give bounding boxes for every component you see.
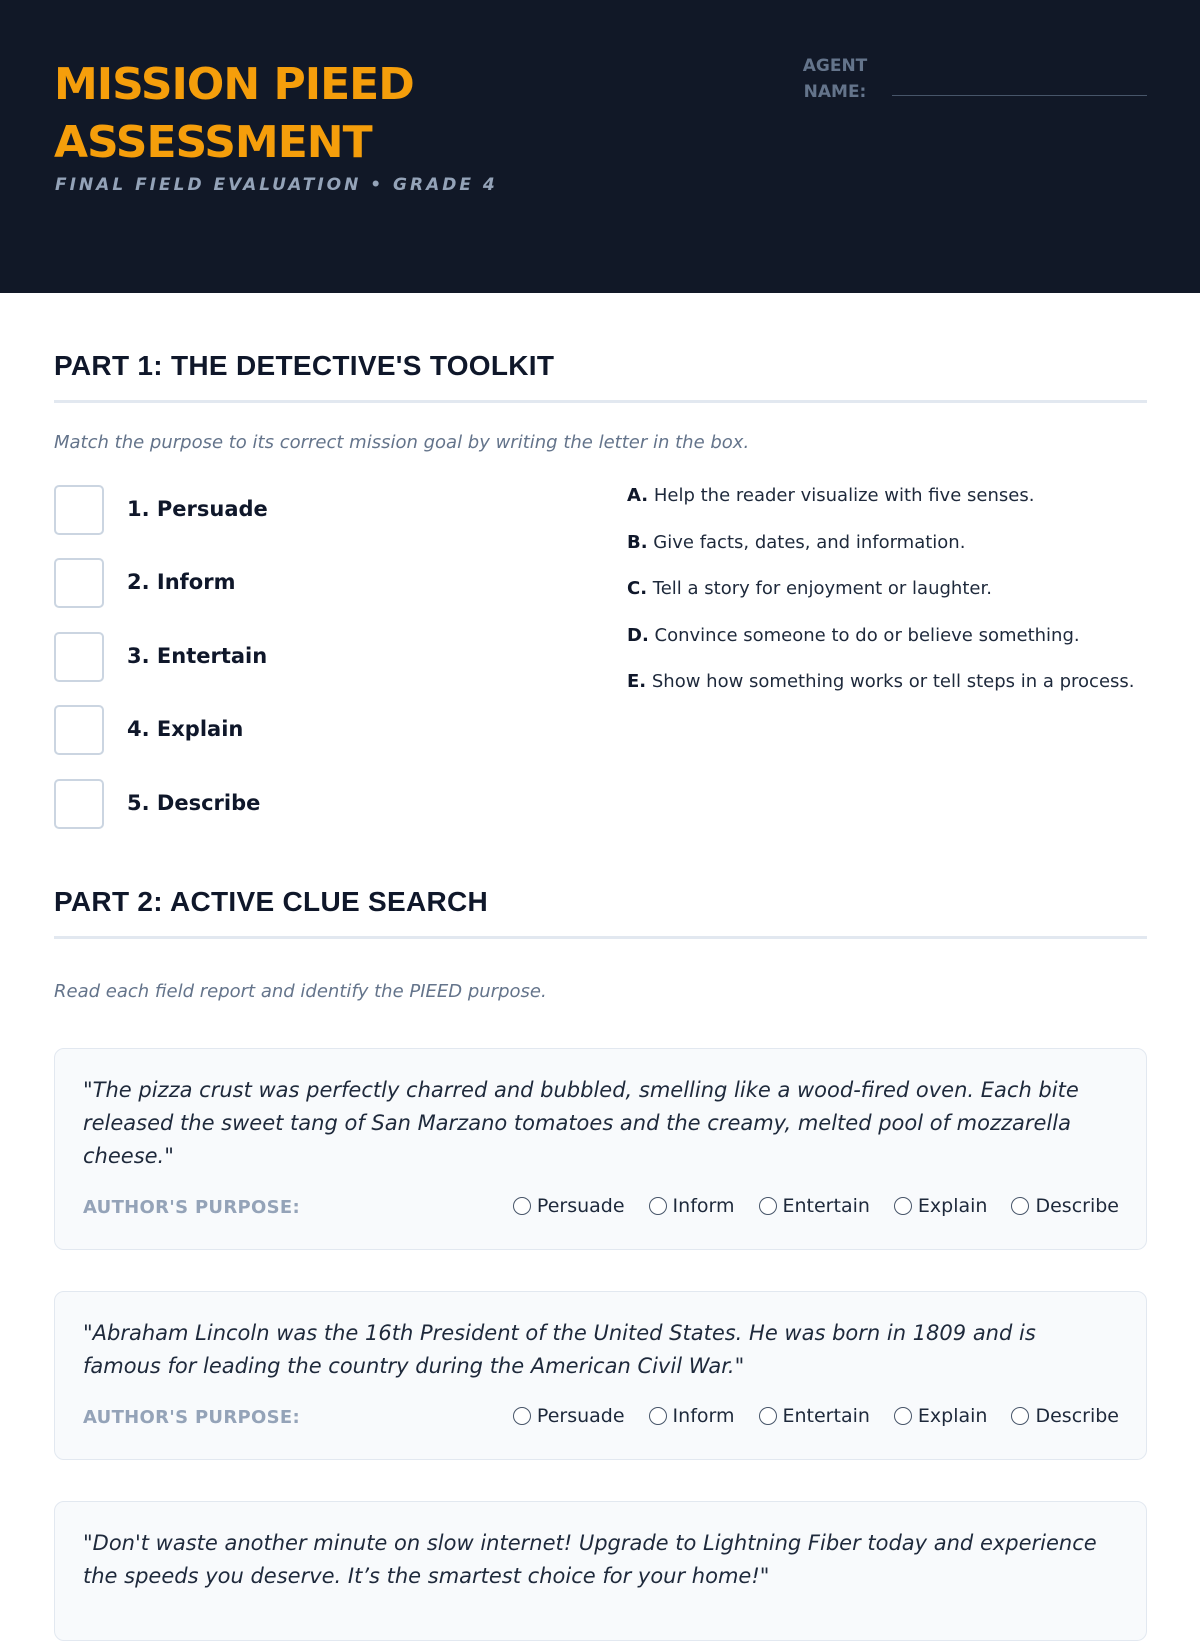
option-label: Inform xyxy=(672,1195,735,1217)
page-title xyxy=(54,56,414,172)
title-line-2: ASSESSMENT xyxy=(54,117,372,168)
answer-box-4[interactable] xyxy=(54,705,104,755)
option-explain[interactable] xyxy=(894,1195,988,1217)
goal-text: Give facts, dates, and information. xyxy=(653,532,966,553)
page-subtitle: FINAL FIELD EVALUATION • GRADE 4 xyxy=(55,175,498,195)
option-inform[interactable] xyxy=(649,1405,735,1427)
option-explain[interactable] xyxy=(894,1405,988,1427)
title-line-1: MISSION PIEED xyxy=(54,59,414,110)
agent-name-label xyxy=(790,53,880,105)
match-term-persuade: 1. Persuade xyxy=(127,497,268,521)
option-persuade[interactable] xyxy=(513,1195,625,1217)
header-banner xyxy=(0,0,1200,293)
purpose-options xyxy=(513,1405,1119,1427)
goal-letter: C. xyxy=(627,578,648,599)
goal-a xyxy=(627,485,1034,506)
goal-d xyxy=(627,625,1080,646)
radio-button[interactable] xyxy=(513,1407,531,1425)
radio-button[interactable] xyxy=(894,1197,912,1215)
field-report-card-3 xyxy=(54,1501,1147,1641)
radio-button[interactable] xyxy=(894,1407,912,1425)
goal-text: Convince someone to do or believe something. xyxy=(654,625,1080,646)
option-inform[interactable] xyxy=(649,1195,735,1217)
radio-button[interactable] xyxy=(649,1197,667,1215)
part2-title: PART 2: ACTIVE CLUE SEARCH xyxy=(54,886,489,917)
purpose-options xyxy=(513,1195,1119,1217)
option-entertain[interactable] xyxy=(759,1195,870,1217)
option-entertain[interactable] xyxy=(759,1405,870,1427)
match-term-explain: 4. Explain xyxy=(127,717,244,741)
goal-letter: E. xyxy=(627,671,647,692)
part1-instruction: Match the purpose to its correct mission goal by writing the letter in the box. xyxy=(54,432,750,453)
goal-e xyxy=(627,671,1135,692)
goal-text: Show how something works or tell steps in a process. xyxy=(651,671,1135,692)
field-report-text: "Don't waste another minute on slow internet! Upgrade to Lightning Fiber today and experience the speeds you deserve. It’s the smartest choice for your home!" xyxy=(83,1531,1097,1588)
option-label: Explain xyxy=(917,1195,988,1217)
radio-button[interactable] xyxy=(513,1197,531,1215)
radio-button[interactable] xyxy=(759,1407,777,1425)
option-label: Entertain xyxy=(782,1195,870,1217)
option-describe[interactable] xyxy=(1011,1195,1119,1217)
goal-c xyxy=(627,578,992,599)
option-label: Explain xyxy=(917,1405,988,1427)
radio-button[interactable] xyxy=(759,1197,777,1215)
answer-box-3[interactable] xyxy=(54,632,104,682)
match-term-describe: 5. Describe xyxy=(127,791,261,815)
answer-box-5[interactable] xyxy=(54,779,104,829)
goal-letter: B. xyxy=(627,532,648,553)
field-report-card-1 xyxy=(54,1048,1147,1250)
option-label: Persuade xyxy=(536,1405,625,1427)
purpose-label: AUTHOR'S PURPOSE: xyxy=(83,1197,300,1218)
field-report-text: "Abraham Lincoln was the 16th President of the United States. He was born in 1809 and is famous for leading the country during the American Civil War." xyxy=(83,1321,1036,1378)
part1-divider xyxy=(54,400,1147,403)
option-label: Entertain xyxy=(782,1405,870,1427)
option-label: Describe xyxy=(1035,1195,1119,1217)
answer-box-1[interactable] xyxy=(54,485,104,535)
goal-b xyxy=(627,532,965,553)
radio-button[interactable] xyxy=(1011,1407,1029,1425)
part1-title: PART 1: THE DETECTIVE'S TOOLKIT xyxy=(54,350,555,381)
answer-box-2[interactable] xyxy=(54,558,104,608)
agent-label-line-1: AGENT xyxy=(802,56,868,76)
option-describe[interactable] xyxy=(1011,1405,1119,1427)
radio-button[interactable] xyxy=(1011,1197,1029,1215)
option-persuade[interactable] xyxy=(513,1405,625,1427)
purpose-label: AUTHOR'S PURPOSE: xyxy=(83,1407,300,1428)
part2-divider xyxy=(54,936,1147,939)
goal-letter: D. xyxy=(627,625,649,646)
match-term-inform: 2. Inform xyxy=(127,570,236,594)
agent-label-line-2: NAME: xyxy=(803,82,867,102)
field-report-text: "The pizza crust was perfectly charred and bubbled, smelling like a wood-fired oven. Each bite released the sweet tang of San Marzano tomatoes and the creamy, melted pool of mozzarella cheese." xyxy=(83,1078,1079,1168)
agent-name-field[interactable] xyxy=(892,95,1147,96)
option-label: Describe xyxy=(1035,1405,1119,1427)
goal-letter: A. xyxy=(627,485,649,506)
goal-text: Help the reader visualize with five senses. xyxy=(653,485,1035,506)
part2-instruction: Read each field report and identify the PIEED purpose. xyxy=(54,981,547,1002)
goal-text: Tell a story for enjoyment or laughter. xyxy=(652,578,992,599)
option-label: Inform xyxy=(672,1405,735,1427)
option-label: Persuade xyxy=(536,1195,625,1217)
match-term-entertain: 3. Entertain xyxy=(127,644,268,668)
field-report-card-2 xyxy=(54,1291,1147,1460)
radio-button[interactable] xyxy=(649,1407,667,1425)
